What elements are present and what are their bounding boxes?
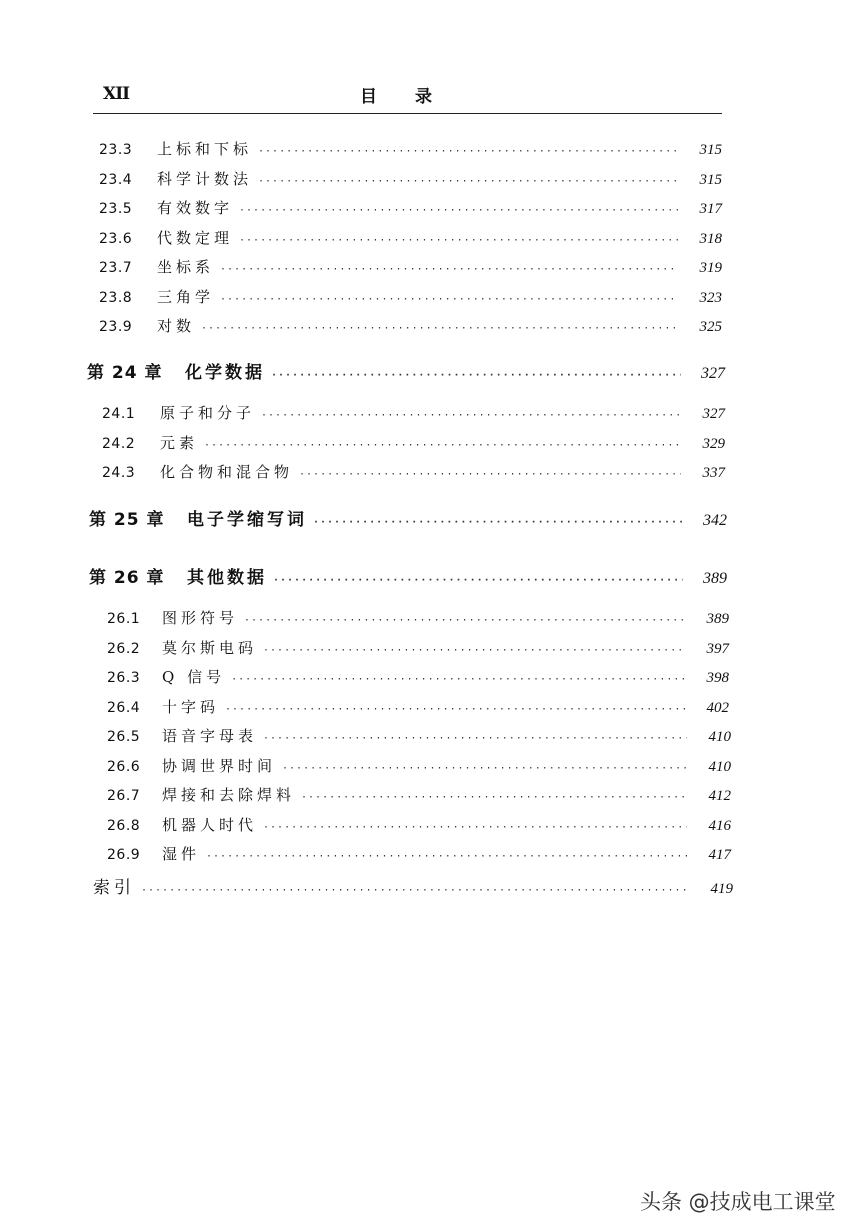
section-title: 湿件 — [162, 845, 201, 863]
chapter-title: 其他数据 — [187, 568, 267, 588]
section-number: 26.5 — [107, 729, 141, 745]
dot-leader — [261, 411, 681, 421]
toc-entry-23-5[interactable] — [99, 197, 722, 219]
dot-leader — [204, 441, 681, 451]
toc-entry-26-6[interactable] — [107, 755, 731, 777]
section-number: 26.8 — [107, 818, 141, 834]
page-ref: 412 — [708, 788, 731, 804]
dot-leader — [271, 371, 681, 381]
dot-leader — [206, 852, 687, 862]
page-ref: 317 — [699, 201, 722, 217]
section-number: 23.9 — [99, 319, 133, 335]
toc-entry-26-8[interactable] — [107, 814, 731, 836]
section-number: 23.4 — [99, 172, 133, 188]
page-ref: 325 — [699, 319, 722, 335]
section-title: 十字码 — [162, 698, 220, 716]
chapter-number: 第 25 章 — [89, 510, 165, 530]
section-number: 23.3 — [99, 142, 133, 158]
section-title: 机器人时代 — [162, 816, 258, 834]
toc-chapter-24[interactable] — [87, 358, 725, 382]
dot-leader — [220, 265, 678, 275]
chapter-title: 化学数据 — [185, 363, 265, 383]
page-ref: 323 — [699, 290, 722, 306]
toc-entry-23-9[interactable] — [99, 315, 722, 337]
page-ref: 315 — [699, 172, 722, 188]
dot-leader — [258, 177, 678, 187]
toc-entry-23-3[interactable] — [99, 138, 722, 160]
section-title: 有效数字 — [157, 199, 234, 217]
section-title: 化合物和混合物 — [160, 463, 294, 481]
section-title: 代数定理 — [157, 229, 234, 247]
toc-entry-26-5[interactable] — [107, 725, 731, 747]
dot-leader — [263, 646, 685, 656]
toc-entry-26-7[interactable] — [107, 784, 731, 806]
toc-entry-24-1[interactable] — [102, 402, 725, 424]
section-number: 26.9 — [107, 847, 141, 863]
dot-leader — [220, 295, 678, 305]
toc-entry-23-6[interactable] — [99, 227, 722, 249]
page-ref: 398 — [706, 670, 729, 686]
chapter-number: 第 26 章 — [89, 568, 165, 588]
page-ref: 327 — [702, 406, 725, 422]
chapter-number: 第 24 章 — [87, 363, 163, 383]
page-ref: 410 — [708, 759, 731, 775]
running-title: 目录 — [360, 87, 470, 107]
page-ref: 389 — [706, 611, 729, 627]
toc-entry-26-4[interactable] — [107, 696, 729, 718]
page-ref: 410 — [708, 729, 731, 745]
page-ref: 416 — [708, 818, 731, 834]
section-title: 莫尔斯电码 — [162, 639, 258, 657]
section-title: 三角学 — [157, 288, 215, 306]
section-number: 26.3 — [107, 670, 141, 686]
section-number: 26.1 — [107, 611, 141, 627]
section-number: 26.2 — [107, 641, 141, 657]
page-ref: 419 — [710, 881, 733, 897]
dot-leader — [301, 793, 687, 803]
dot-leader — [225, 705, 685, 715]
section-title: 原子和分子 — [160, 404, 256, 422]
page-ref: 337 — [702, 465, 725, 481]
dot-leader — [313, 518, 683, 528]
section-title: 上标和下标 — [157, 140, 253, 158]
dot-leader — [282, 764, 687, 774]
section-title: 对数 — [157, 317, 196, 335]
section-number: 24.1 — [102, 406, 136, 422]
dot-leader — [244, 616, 685, 626]
page-ref: 319 — [699, 260, 722, 276]
page-ref: 315 — [699, 142, 722, 158]
dot-leader — [258, 147, 678, 157]
section-number: 23.8 — [99, 290, 133, 306]
section-title: 元素 — [160, 434, 199, 452]
dot-leader — [299, 470, 681, 480]
section-title: 坐标系 — [157, 258, 215, 276]
toc-entry-26-2[interactable] — [107, 637, 729, 659]
dot-leader — [263, 823, 687, 833]
page-ref: 397 — [706, 641, 729, 657]
section-number: 24.3 — [102, 465, 136, 481]
chapter-title: 电子学缩写词 — [187, 510, 307, 530]
toc-entry-26-3[interactable] — [107, 666, 729, 688]
header-rule — [93, 113, 722, 114]
dot-leader — [201, 324, 678, 334]
dot-leader — [239, 206, 678, 216]
section-title: 协调世界时间 — [162, 757, 277, 775]
page-ref: 327 — [701, 365, 725, 382]
page-ref: 318 — [699, 231, 722, 247]
page-ref: 329 — [702, 436, 725, 452]
dot-leader — [231, 675, 685, 685]
section-title: 语音字母表 — [162, 727, 258, 745]
dot-leader — [263, 734, 687, 744]
section-number: 23.5 — [99, 201, 133, 217]
section-title: 图形符号 — [162, 609, 239, 627]
page-ref: 389 — [703, 570, 727, 587]
page-number: XII — [103, 84, 130, 104]
section-number: 26.4 — [107, 700, 141, 716]
toc-entry-24-2[interactable] — [102, 432, 725, 454]
toc-entry-23-7[interactable] — [99, 256, 722, 278]
section-number: 26.7 — [107, 788, 141, 804]
section-number: 24.2 — [102, 436, 136, 452]
section-title: 科学计数法 — [157, 170, 253, 188]
section-title: Q 信号 — [162, 668, 226, 686]
toc-chapter-26[interactable] — [89, 563, 727, 587]
toc-entry-23-4[interactable] — [99, 168, 722, 190]
section-number: 23.7 — [99, 260, 133, 276]
section-number: 23.6 — [99, 231, 133, 247]
page-ref: 342 — [703, 512, 727, 529]
toc-entry-26-9[interactable] — [107, 843, 731, 865]
toc-entry-24-3[interactable] — [102, 461, 725, 483]
index-title: 索引 — [93, 878, 135, 898]
toc-index[interactable] — [93, 873, 733, 897]
toc-chapter-25[interactable] — [89, 505, 727, 529]
page-ref: 417 — [708, 847, 731, 863]
dot-leader — [141, 886, 689, 896]
toc-entry-23-8[interactable] — [99, 286, 722, 308]
dot-leader — [239, 236, 678, 246]
section-number: 26.6 — [107, 759, 141, 775]
page-ref: 402 — [706, 700, 729, 716]
dot-leader — [273, 576, 683, 586]
watermark: 头条 @技成电工课堂 — [640, 1190, 836, 1214]
section-title: 焊接和去除焊料 — [162, 786, 296, 804]
toc-entry-26-1[interactable] — [107, 607, 729, 629]
